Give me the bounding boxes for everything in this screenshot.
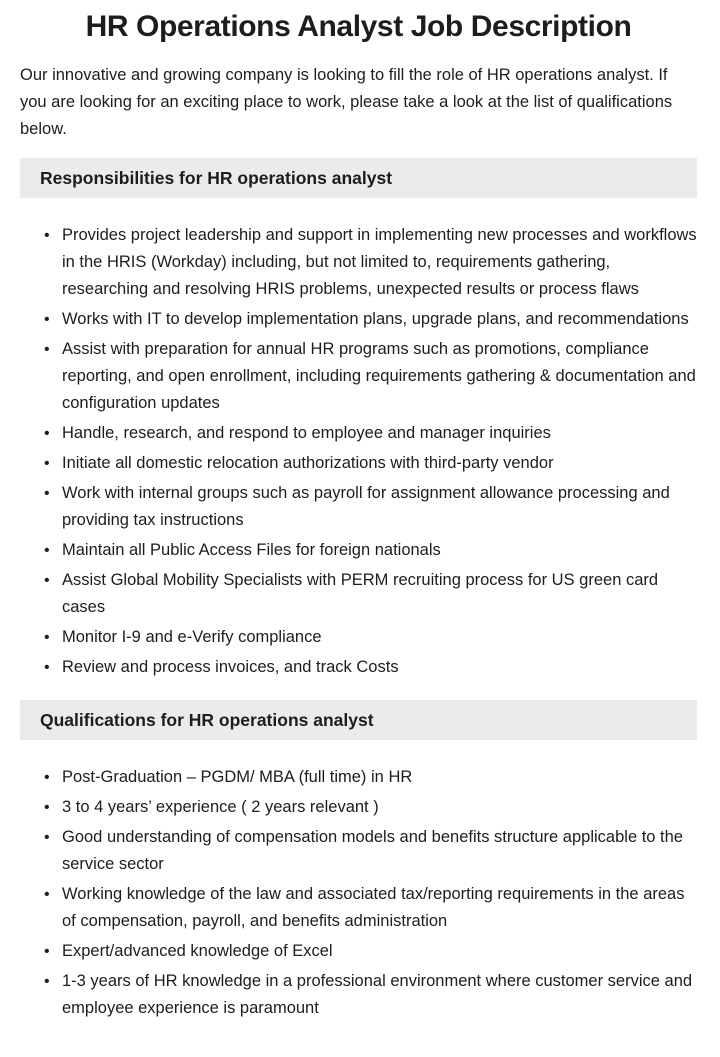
intro-paragraph: Our innovative and growing company is looking to fill the role of HR operations analyst. If you are looking for an exciting place to work, please take a look at the list of qualifications below. [20, 66, 673, 138]
responsibilities-section-heading: Responsibilities for HR operations analyst [20, 158, 697, 198]
responsibility-item: • Maintain all Public Access Files for foreign nationals [44, 537, 697, 564]
responsibility-item: • Handle, research, and respond to employee and manager inquiries [44, 420, 697, 447]
responsibility-item: • Assist with preparation for annual HR programs such as promotions, compliance reporting, and open enrollment, including requirements gathering & documentation and configuration updates [44, 336, 697, 417]
qualification-item: • Good understanding of compensation models and benefits structure applicable to the service sector [44, 824, 697, 878]
responsibility-item: • Works with IT to develop implementation plans, upgrade plans, and recommendations [44, 306, 697, 333]
responsibility-item: • Provides project leadership and support in implementing new processes and workflows in the HRIS (Workday) including, but not limited to, requirements gathering, researching and resolving HRIS problems, unexpected results or process flaws [44, 222, 697, 303]
qualification-item: • 1-3 years of HR knowledge in a professional environment where customer service and employee experience is paramount [44, 968, 697, 1022]
qualification-item: • 3 to 4 years’ experience ( 2 years relevant ) [44, 794, 697, 821]
responsibility-item: • Monitor I-9 and e-Verify compliance [44, 624, 697, 651]
responsibilities-section [20, 158, 697, 681]
responsibility-item: • Initiate all domestic relocation authorizations with third-party vendor [44, 450, 697, 477]
responsibilities-list [20, 222, 697, 681]
qualifications-list [20, 764, 697, 1022]
qualification-item: • Post-Graduation – PGDM/ MBA (full time) in HR [44, 764, 697, 791]
qualifications-section [20, 700, 697, 1022]
responsibility-item: • Assist Global Mobility Specialists with PERM recruiting process for US green card cases [44, 567, 697, 621]
responsibility-item: • Work with internal groups such as payroll for assignment allowance processing and providing tax instructions [44, 480, 697, 534]
qualification-item: • Expert/advanced knowledge of Excel [44, 938, 697, 965]
responsibility-item: • Review and process invoices, and track Costs [44, 654, 697, 681]
page-title: HR Operations Analyst Job Description [85, 10, 632, 43]
qualifications-section-heading: Qualifications for HR operations analyst [20, 700, 697, 740]
qualification-item: • Working knowledge of the law and associated tax/reporting requirements in the areas of compensation, payroll, and benefits administration [44, 881, 697, 935]
